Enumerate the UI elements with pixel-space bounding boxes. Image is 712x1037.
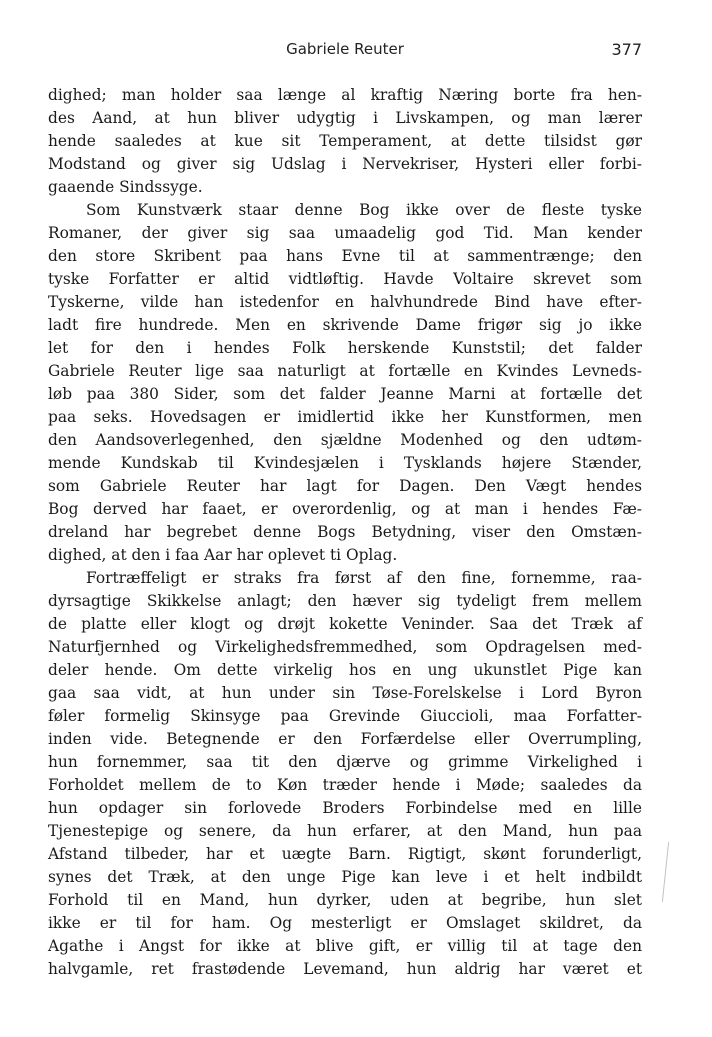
text-line: Fortræffeligt er straks fra først af den fine, fornemme, raa- [86,569,642,587]
text-line: som Gabriele Reuter har lagt for Dagen. Den Vægt hendes [48,477,642,495]
text-line: Som Kunstværk staar denne Bog ikke over de fleste tyske [86,201,642,219]
text-line: hun fornemmer, saa tit den djærve og grimme Virkelighed i [48,753,642,771]
text-line: Modstand og giver sig Udslag i Nervekriser, Hysteri eller forbi- [48,155,642,173]
text-line: deler hende. Om dette virkelig hos en ung ukunstlet Pige kan [48,661,642,679]
text-line: Afstand tilbeder, har et uægte Barn. Rigtigt, skønt forunderligt, [48,845,642,863]
text-line: synes det Træk, at den unge Pige kan leve i et helt indbildt [48,868,642,886]
text-line: den Aandsoverlegenhed, den sjældne Modenhed og den udtøm- [48,431,642,449]
text-line: den store Skribent paa hans Evne til at sammentrænge; den [48,247,642,265]
text-line: løb paa 380 Sider, som det falder Jeanne Marni at fortælle det [48,385,642,403]
text-line: føler formelig Skinsyge paa Grevinde Giuccioli, maa Forfatter- [48,707,642,725]
body-text [48,84,642,981]
page-number: 377 [611,40,642,59]
margin-pencil-mark [662,842,671,902]
text-line: tyske Forfatter er altid vidtløftig. Havde Voltaire skrevet som [48,270,642,288]
text-line: dighed, at den i faa Aar har oplevet ti Oplag. [48,546,398,564]
text-line: Naturfjernhed og Virkelighedsfremmedhed, som Opdragelsen med- [48,638,642,656]
text-line: Bog derved har faaet, er overordenlig, og at man i hendes Fæ- [48,500,642,518]
text-line: mende Kundskab til Kvindesjælen i Tysklands højere Stænder, [48,454,642,472]
text-line: halvgamle, ret frastødende Levemand, hun aldrig har været et [48,960,642,978]
text-line: paa seks. Hovedsagen er imidlertid ikke her Kunstformen, men [48,408,642,426]
text-line: dighed; man holder saa længe al kraftig Næring borte fra hen- [48,86,642,104]
text-line: inden vide. Betegnende er den Forfærdelse eller Overrumpling, [48,730,642,748]
text-line: Tjenestepige og senere, da hun erfarer, at den Mand, hun paa [48,822,642,840]
text-line: gaa saa vidt, at hun under sin Tøse-Forelskelse i Lord Byron [48,684,642,702]
text-line: ikke er til for ham. Og mesterligt er Omslaget skildret, da [48,914,642,932]
running-title: Gabriele Reuter [286,40,404,58]
text-line: Romaner, der giver sig saa umaadelig god Tid. Man kender [48,224,642,242]
text-line: gaaende Sindssyge. [48,178,203,196]
text-line: Gabriele Reuter lige saa naturligt at fortælle en Kvindes Levneds- [48,362,642,380]
running-head [48,40,642,64]
text-line: de platte eller klogt og drøjt kokette Veninder. Saa det Træk af [48,615,642,633]
text-line: let for den i hendes Folk herskende Kunststil; det falder [48,339,642,357]
text-line: dreland har begrebet denne Bogs Betydning, viser den Omstæn- [48,523,642,541]
text-line: hun opdager sin forlovede Broders Forbindelse med en lille [48,799,642,817]
text-line: Agathe i Angst for ikke at blive gift, er villig til at tage den [48,937,642,955]
text-line: Forhold til en Mand, hun dyrker, uden at begribe, hun slet [48,891,642,909]
text-line: Forholdet mellem de to Køn træder hende i Møde; saaledes da [48,776,642,794]
text-line: hende saaledes at kue sit Temperament, at dette tilsidst gør [48,132,642,150]
text-line: dyrsagtige Skikkelse anlagt; den hæver sig tydeligt frem mellem [48,592,642,610]
text-line: des Aand, at hun bliver udygtig i Livskampen, og man lærer [48,109,642,127]
text-line: Tyskerne, vilde han istedenfor en halvhundrede Bind have efter- [48,293,642,311]
text-line: ladt fire hundrede. Men en skrivende Dame frigør sig jo ikke [48,316,642,334]
